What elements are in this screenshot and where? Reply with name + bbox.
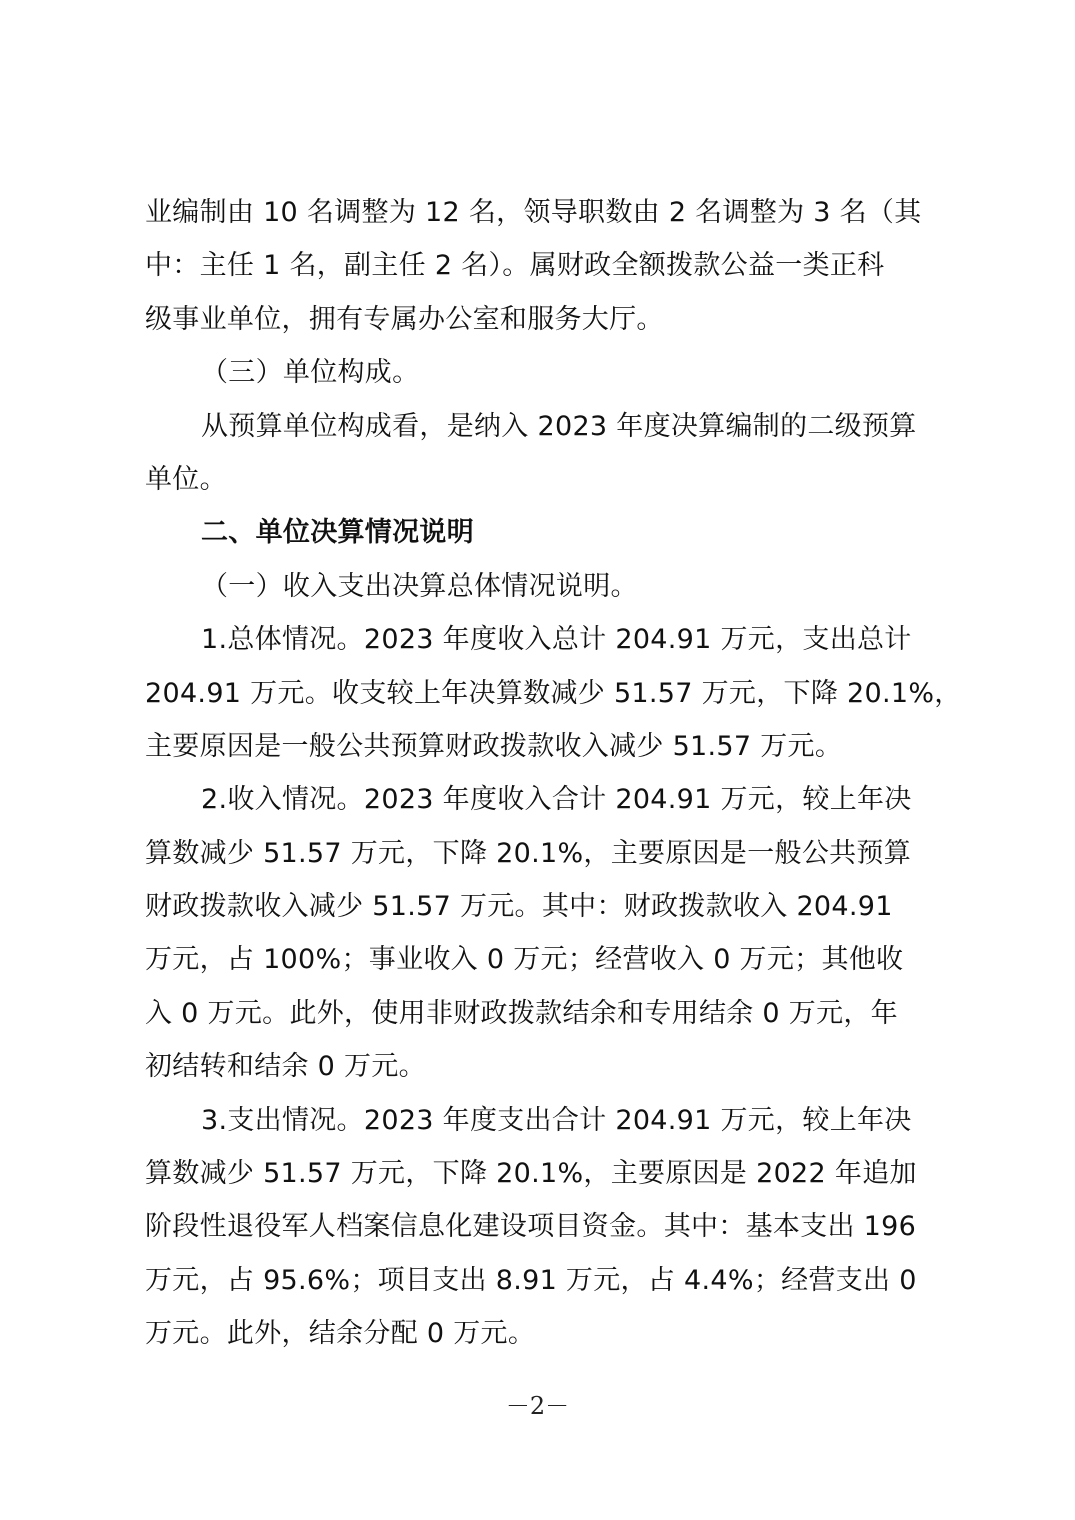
paragraph-line: 入 0 万元。此外，使用非财政拨款结余和专用结余 0 万元，年 xyxy=(145,997,898,1029)
paragraph-line: 2.收入情况。2023 年度收入合计 204.91 万元，较上年决 xyxy=(201,784,912,816)
paragraph-line: 中：主任 1 名，副主任 2 名）。属财政全额拨款公益一类正科 xyxy=(145,250,885,282)
document-body xyxy=(145,186,962,1361)
subsection-heading: （三）单位构成。 xyxy=(201,357,420,389)
paragraph-line: 万元，占 100%；事业收入 0 万元；经营收入 0 万元；其他收 xyxy=(145,944,904,976)
paragraph-line: 万元，占 95.6%；项目支出 8.91 万元，占 4.4%；经营支出 0 xyxy=(145,1264,917,1296)
paragraph-line: 财政拨款收入减少 51.57 万元。其中：财政拨款收入 204.91 xyxy=(145,891,893,923)
paragraph-line: 算数减少 51.57 万元，下降 20.1%，主要原因是 2022 年追加 xyxy=(145,1158,917,1190)
paragraph-line: 初结转和结余 0 万元。 xyxy=(145,1051,426,1083)
section-heading: 二、单位决算情况说明 xyxy=(201,517,474,549)
paragraph-line: 3.支出情况。2023 年度支出合计 204.91 万元，较上年决 xyxy=(201,1104,912,1136)
paragraph-line: 算数减少 51.57 万元，下降 20.1%，主要原因是一般公共预算 xyxy=(145,837,912,869)
paragraph-line: 阶段性退役军人档案信息化建设项目资金。其中：基本支出 196 xyxy=(145,1211,917,1243)
paragraph-line: 单位。 xyxy=(145,463,227,495)
paragraph-line: 主要原因是一般公共预算财政拨款收入减少 51.57 万元。 xyxy=(145,730,843,762)
subsection-heading: （一）收入支出决算总体情况说明。 xyxy=(201,570,638,602)
page-number: －2－ xyxy=(505,1392,570,1420)
paragraph-line: 万元。此外，结余分配 0 万元。 xyxy=(145,1318,536,1350)
paragraph-line: 1.总体情况。2023 年度收入总计 204.91 万元，支出总计 xyxy=(201,624,912,656)
paragraph-line: 从预算单位构成看，是纳入 2023 年度决算编制的二级预算 xyxy=(201,410,917,442)
paragraph-line: 业编制由 10 名调整为 12 名，领导职数由 2 名调整为 3 名（其 xyxy=(145,197,922,228)
paragraph-line: 204.91 万元。收支较上年决算数减少 51.57 万元，下降 20.1%， xyxy=(145,677,962,709)
paragraph-line: 级事业单位，拥有专属办公室和服务大厅。 xyxy=(145,303,664,335)
